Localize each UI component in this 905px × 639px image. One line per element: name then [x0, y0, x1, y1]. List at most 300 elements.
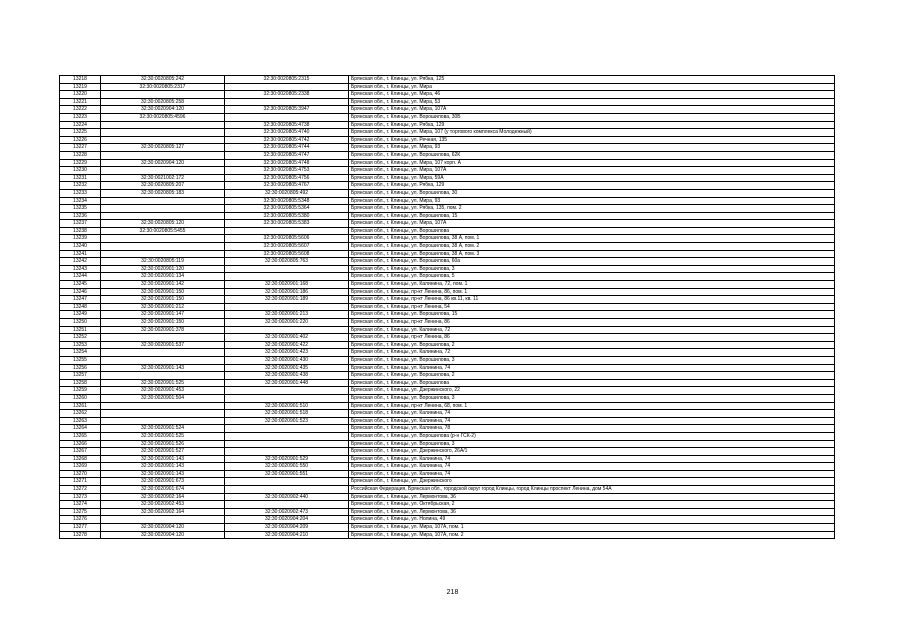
parcel-number-cell	[101, 410, 225, 418]
address-cell: Брянская обл., г. Клинцы, ул. Ворошилова, 38 А, пом. 1	[349, 235, 835, 243]
address-cell: Брянская обл., г. Клинцы, пр-кт Ленина, 86	[349, 319, 835, 327]
address-cell: Брянская обл., г. Клинцы, ул. Ворошилова, 15	[349, 212, 835, 220]
parcel-number-cell: 32:30:0020805:4596	[101, 113, 225, 121]
address-cell: Брянская обл., г. Клинцы, ул. Нолина, 49	[349, 516, 835, 524]
parcel-number-cell: 32:30:0020904:120	[101, 106, 225, 114]
parcel-number-cell	[101, 91, 225, 99]
table-row	[60, 341, 835, 349]
address-cell: Брянская обл., г. Клинцы, ул. Мира, 107А, пом. 2	[349, 531, 835, 539]
address-cell: Брянская обл., г. Клинцы, ул. Ворошилова, 30	[349, 189, 835, 197]
object-number-cell	[225, 486, 349, 494]
object-number-cell	[225, 303, 349, 311]
object-number-cell: 32:30:0020902:473	[225, 508, 349, 516]
table-row	[60, 425, 835, 433]
table-row	[60, 356, 835, 364]
parcel-number-cell: 32:30:0020901:527	[101, 448, 225, 456]
object-number-cell	[225, 265, 349, 273]
row-number-cell: 13224	[60, 121, 101, 129]
row-number-cell: 13261	[60, 402, 101, 410]
page-number: 218	[446, 589, 459, 596]
address-cell: Брянская обл., г. Клинцы, ул. Ворошилова, 38 А, пом. 2	[349, 243, 835, 251]
address-cell: Брянская обл., г. Клинцы, пр-кт Ленина, 54	[349, 303, 835, 311]
object-number-cell: 32:30:0020901:550	[225, 463, 349, 471]
address-cell: Брянская обл., г. Клинцы, ул. Речная, 135	[349, 136, 835, 144]
table-row	[60, 83, 835, 91]
table-row	[60, 281, 835, 289]
table-row	[60, 402, 835, 410]
table-row	[60, 311, 835, 319]
object-number-cell	[225, 394, 349, 402]
parcel-number-cell: 32:30:0020901:143	[101, 364, 225, 372]
row-number-cell: 13220	[60, 91, 101, 99]
row-number-cell: 13245	[60, 281, 101, 289]
row-number-cell: 13243	[60, 265, 101, 273]
parcel-number-cell	[101, 334, 225, 342]
object-number-cell: 32:30:0020805:763	[225, 258, 349, 266]
row-number-cell: 13262	[60, 410, 101, 418]
parcel-number-cell: 32:30:0020901:142	[101, 281, 225, 289]
address-cell: Брянская обл., г. Клинцы, ул. Ворошилова	[349, 379, 835, 387]
row-number-cell: 13275	[60, 508, 101, 516]
address-cell: Брянская обл., г. Клинцы, ул. Ворошилова, 60а	[349, 258, 835, 266]
row-number-cell: 13228	[60, 151, 101, 159]
object-number-cell: 32:30:0020805:5606	[225, 235, 349, 243]
object-number-cell: 32:30:0020805:5607	[225, 243, 349, 251]
table-row	[60, 448, 835, 456]
table-row	[60, 258, 835, 266]
parcel-number-cell	[101, 243, 225, 251]
row-number-cell: 13278	[60, 531, 101, 539]
parcel-number-cell: 32:30:0021002:172	[101, 174, 225, 182]
address-cell: Брянская обл., г. Клинцы, ул. Ворошилова (р-н ГСК-2)	[349, 432, 835, 440]
parcel-number-cell	[101, 205, 225, 213]
row-number-cell: 13256	[60, 364, 101, 372]
address-cell: Брянская обл., г. Клинцы, ул. Ворошилова, 2	[349, 372, 835, 380]
object-number-cell: 32:30:0020805:4744	[225, 144, 349, 152]
object-number-cell: 32:30:0020901:523	[225, 417, 349, 425]
table-row	[60, 326, 835, 334]
table-row	[60, 288, 835, 296]
parcel-number-cell	[101, 402, 225, 410]
row-number-cell: 13251	[60, 326, 101, 334]
parcel-number-cell	[101, 136, 225, 144]
parcel-number-cell: 32:30:0020805:2317	[101, 83, 225, 91]
row-number-cell: 13248	[60, 303, 101, 311]
table-row	[60, 197, 835, 205]
row-number-cell: 13269	[60, 463, 101, 471]
table-row	[60, 220, 835, 228]
row-number-cell: 13277	[60, 524, 101, 532]
object-number-cell: 32:30:0020901:510	[225, 402, 349, 410]
table-row	[60, 493, 835, 501]
row-number-cell: 13236	[60, 212, 101, 220]
object-number-cell: 32:30:0020901:529	[225, 455, 349, 463]
object-number-cell: 32:30:0020805:4740	[225, 129, 349, 137]
address-cell: Брянская обл., г. Клинцы, ул. Мира, 107А	[349, 106, 835, 114]
object-number-cell	[225, 501, 349, 509]
row-number-cell: 13250	[60, 319, 101, 327]
address-cell: Брянская обл., г. Клинцы, ул. Рябка, 125	[349, 76, 835, 84]
table-row	[60, 174, 835, 182]
object-number-cell: 32:30:0020901:423	[225, 349, 349, 357]
object-number-cell: 32:30:0020805:2315	[225, 76, 349, 84]
table-row	[60, 91, 835, 99]
row-number-cell: 13238	[60, 227, 101, 235]
parcel-number-cell: 32:30:0020901:134	[101, 273, 225, 281]
address-cell: Брянская обл., г. Клинцы, ул. Мира	[349, 83, 835, 91]
row-number-cell: 13230	[60, 167, 101, 175]
table-row	[60, 265, 835, 273]
row-number-cell: 13239	[60, 235, 101, 243]
object-number-cell: 32:30:0020805:5380	[225, 212, 349, 220]
table-row	[60, 334, 835, 342]
parcel-number-cell: 32:30:0020901:525	[101, 432, 225, 440]
parcel-number-cell: 32:30:0020901:143	[101, 470, 225, 478]
table-row	[60, 372, 835, 380]
table-row	[60, 151, 835, 159]
address-cell: Брянская обл., г. Клинцы, ул. Мира, 53	[349, 98, 835, 106]
row-number-cell: 13226	[60, 136, 101, 144]
parcel-number-cell	[101, 167, 225, 175]
address-cell: Брянская обл., г. Клинцы, ул. Ворошилова, 15	[349, 311, 835, 319]
object-number-cell	[225, 448, 349, 456]
row-number-cell: 13242	[60, 258, 101, 266]
parcel-number-cell: 32:30:0020901:537	[101, 341, 225, 349]
parcel-number-cell: 32:30:0020904:120	[101, 524, 225, 532]
table-row	[60, 250, 835, 258]
table-row	[60, 144, 835, 152]
parcel-number-cell: 32:30:0020904:120	[101, 159, 225, 167]
row-number-cell: 13263	[60, 417, 101, 425]
table-row	[60, 319, 835, 327]
parcel-number-cell: 32:30:0020901:212	[101, 303, 225, 311]
parcel-number-cell: 32:30:0020901:378	[101, 326, 225, 334]
address-cell: Брянская обл., г. Клинцы, пр-кт Ленина, 86 кв.11, кв. 11	[349, 296, 835, 304]
parcel-number-cell: 32:30:0020805:5455	[101, 227, 225, 235]
table-row	[60, 98, 835, 106]
row-number-cell: 13225	[60, 129, 101, 137]
address-cell: Брянская обл., г. Клинцы, ул. Мира, 107А, пом. 1	[349, 524, 835, 532]
address-cell: Брянская обл., г. Клинцы, ул. Мира, 107 (у торгового комплекса Молодежный)	[349, 129, 835, 137]
table-row	[60, 364, 835, 372]
table-row	[60, 121, 835, 129]
row-number-cell: 13232	[60, 182, 101, 190]
parcel-number-cell: 32:30:0020904:120	[101, 531, 225, 539]
table-row	[60, 212, 835, 220]
row-number-cell: 13272	[60, 486, 101, 494]
row-number-cell: 13240	[60, 243, 101, 251]
table-row	[60, 189, 835, 197]
row-number-cell: 13267	[60, 448, 101, 456]
address-cell: Брянская обл., г. Клинцы, ул. Калинина, 74	[349, 455, 835, 463]
address-cell: Брянская обл., г. Клинцы, ул. Мира, 93	[349, 144, 835, 152]
table-row	[60, 159, 835, 167]
table-row	[60, 387, 835, 395]
table-row	[60, 486, 835, 494]
object-number-cell: 32:30:0020805:4748	[225, 159, 349, 167]
address-cell: Брянская обл., г. Клинцы, ул. Рябка, 135, пом. 2	[349, 205, 835, 213]
address-cell: Брянская обл., г. Клинцы, пр-кт Ленина, 86, пом. 1	[349, 288, 835, 296]
object-number-cell: 32:30:0020904:210	[225, 531, 349, 539]
row-number-cell: 13276	[60, 516, 101, 524]
object-number-cell: 32:30:0020805:5383	[225, 220, 349, 228]
table-row	[60, 455, 835, 463]
table-row	[60, 76, 835, 84]
object-number-cell: 32:30:0020805:4747	[225, 151, 349, 159]
object-number-cell: 32:30:0020901:435	[225, 364, 349, 372]
object-number-cell: 32:30:0020805:4756	[225, 174, 349, 182]
address-cell: Брянская обл., г. Клинцы, ул. Дзержинского	[349, 478, 835, 486]
table-row	[60, 394, 835, 402]
parcel-number-cell	[101, 417, 225, 425]
parcel-number-cell: 32:30:0020902:164	[101, 493, 225, 501]
address-cell: Брянская обл., г. Клинцы, ул. Ворошилова, 3	[349, 394, 835, 402]
object-number-cell: 32:30:0020901:551	[225, 470, 349, 478]
address-cell: Брянская обл., г. Клинцы, ул. Дзержинского, 26А/1	[349, 448, 835, 456]
object-number-cell: 32:30:0020805:4767	[225, 182, 349, 190]
address-cell: Брянская обл., г. Клинцы, ул. Калинина, 78	[349, 425, 835, 433]
address-cell: Брянская обл., г. Клинцы, ул. Октябрьская, 2	[349, 501, 835, 509]
row-number-cell: 13252	[60, 334, 101, 342]
address-cell: Брянская обл., г. Клинцы, ул. Мира, 59А	[349, 174, 835, 182]
object-number-cell	[225, 273, 349, 281]
object-number-cell: 32:30:0020901:518	[225, 410, 349, 418]
table-row	[60, 113, 835, 121]
table-row	[60, 303, 835, 311]
row-number-cell: 13258	[60, 379, 101, 387]
row-number-cell: 13223	[60, 113, 101, 121]
parcel-number-cell: 32:30:0020902:164	[101, 508, 225, 516]
parcel-number-cell	[101, 197, 225, 205]
address-cell: Брянская обл., г. Клинцы, ул. Ворошилова, 3	[349, 265, 835, 273]
row-number-cell: 13219	[60, 83, 101, 91]
table-row	[60, 531, 835, 539]
address-cell: Брянская обл., г. Клинцы, ул. Ворошилова, 5	[349, 273, 835, 281]
row-number-cell: 13274	[60, 501, 101, 509]
address-cell: Брянская обл., г. Клинцы, ул. Ворошилова, 3	[349, 356, 835, 364]
parcel-number-cell	[101, 151, 225, 159]
row-number-cell: 13260	[60, 394, 101, 402]
address-cell: Брянская обл., г. Клинцы, ул. Мира, 107А	[349, 167, 835, 175]
row-number-cell: 13270	[60, 470, 101, 478]
row-number-cell: 13237	[60, 220, 101, 228]
table-row	[60, 463, 835, 471]
object-number-cell	[225, 326, 349, 334]
object-number-cell: 32:30:0020901:430	[225, 356, 349, 364]
object-number-cell: 32:30:0020904:204	[225, 516, 349, 524]
parcel-number-cell: 32:30:0020901:524	[101, 425, 225, 433]
object-number-cell: 32:30:0020901:448	[225, 379, 349, 387]
object-number-cell	[225, 113, 349, 121]
table-row	[60, 516, 835, 524]
object-number-cell: 32:30:0020805:5364	[225, 205, 349, 213]
object-number-cell: 32:30:0020902:440	[225, 493, 349, 501]
table-row	[60, 235, 835, 243]
parcel-number-cell: 32:30:0020902:453	[101, 501, 225, 509]
object-number-cell: 32:30:0020805:4753	[225, 167, 349, 175]
address-cell: Брянская обл., г. Клинцы, ул. Мира, 107А	[349, 220, 835, 228]
parcel-number-cell: 32:30:0020901:150	[101, 319, 225, 327]
row-number-cell: 13227	[60, 144, 101, 152]
parcel-number-cell: 32:30:0020901:150	[101, 296, 225, 304]
object-number-cell: 32:30:0020805:4742	[225, 136, 349, 144]
parcel-number-cell: 32:30:0020805:120	[101, 220, 225, 228]
address-cell: Брянская обл., г. Клинцы, ул. Ворошилова, 30Б	[349, 113, 835, 121]
address-cell: Брянская обл., г. Клинцы, ул. Мира, 46	[349, 91, 835, 99]
row-number-cell: 13221	[60, 98, 101, 106]
table-row	[60, 296, 835, 304]
parcel-number-cell: 32:30:0020901:504	[101, 394, 225, 402]
row-number-cell: 13271	[60, 478, 101, 486]
table-row	[60, 440, 835, 448]
address-cell: Российская Федерация, Брянская обл., городской округ город Клинцы, город Клинцы проспект Ленина, дом 54А	[349, 486, 835, 494]
parcel-number-cell	[101, 212, 225, 220]
address-cell: Брянская обл., г. Клинцы, ул. Калинина, 74	[349, 470, 835, 478]
parcel-number-cell: 32:30:0020901:674	[101, 486, 225, 494]
row-number-cell: 13231	[60, 174, 101, 182]
object-number-cell	[225, 432, 349, 440]
parcel-number-cell: 32:30:0020805:183	[101, 189, 225, 197]
parcel-number-cell: 32:30:0020805:119	[101, 258, 225, 266]
parcel-number-cell: 32:30:0020901:143	[101, 463, 225, 471]
parcel-number-cell	[101, 516, 225, 524]
address-cell: Брянская обл., г. Клинцы, ул. Калинина, 72	[349, 326, 835, 334]
object-number-cell: 32:30:0020805:5608	[225, 250, 349, 258]
address-cell: Брянская обл., г. Клинцы, ул. Лермонтова, 36	[349, 508, 835, 516]
object-number-cell: 32:30:0020901:402	[225, 334, 349, 342]
table-row	[60, 524, 835, 532]
address-cell: Брянская обл., г. Клинцы, ул. Рябка, 129	[349, 121, 835, 129]
object-number-cell	[225, 227, 349, 235]
object-number-cell: 32:30:0020901:186	[225, 288, 349, 296]
address-cell: Брянская обл., г. Клинцы, пр-кт Ленина, 86	[349, 334, 835, 342]
table-row	[60, 432, 835, 440]
row-number-cell: 13268	[60, 455, 101, 463]
table-row	[60, 273, 835, 281]
parcel-number-cell	[101, 121, 225, 129]
row-number-cell: 13241	[60, 250, 101, 258]
row-number-cell: 13235	[60, 205, 101, 213]
object-number-cell: 32:30:0020901:422	[225, 341, 349, 349]
table-row	[60, 167, 835, 175]
object-number-cell: 32:30:0020805:5348	[225, 197, 349, 205]
row-number-cell: 13249	[60, 311, 101, 319]
table-row	[60, 508, 835, 516]
address-cell: Брянская обл., г. Клинцы, ул. Калинина, 74	[349, 410, 835, 418]
object-number-cell: 32:30:0020805:4738	[225, 121, 349, 129]
cadastral-table	[59, 75, 835, 539]
row-number-cell: 13234	[60, 197, 101, 205]
object-number-cell: 32:30:0020901:438	[225, 372, 349, 380]
address-cell: Брянская обл., г. Клинцы, ул. Мира, 93	[349, 197, 835, 205]
parcel-number-cell: 32:30:0020805:258	[101, 98, 225, 106]
parcel-number-cell	[101, 349, 225, 357]
object-number-cell: 32:30:0020805:2338	[225, 91, 349, 99]
parcel-number-cell: 32:30:0020901:526	[101, 440, 225, 448]
table-row	[60, 243, 835, 251]
object-number-cell: 32:30:0020901:189	[225, 296, 349, 304]
address-cell: Брянская обл., г. Клинцы, ул. Рябка, 129	[349, 182, 835, 190]
row-number-cell: 13253	[60, 341, 101, 349]
address-cell: Брянская обл., г. Клинцы, ул. Ворошилова, 62К	[349, 151, 835, 159]
row-number-cell: 13265	[60, 432, 101, 440]
table-row	[60, 129, 835, 137]
parcel-number-cell: 32:30:0020805:242	[101, 76, 225, 84]
object-number-cell: 32:30:0020805:492	[225, 189, 349, 197]
parcel-number-cell	[101, 129, 225, 137]
parcel-number-cell: 32:30:0020901:673	[101, 478, 225, 486]
parcel-number-cell: 32:30:0020901:143	[101, 455, 225, 463]
object-number-cell	[225, 425, 349, 433]
table-row	[60, 410, 835, 418]
parcel-number-cell	[101, 235, 225, 243]
row-number-cell: 13266	[60, 440, 101, 448]
address-cell: Брянская обл., г. Клинцы, ул. Калинина, 72, пом. 1	[349, 281, 835, 289]
row-number-cell: 13246	[60, 288, 101, 296]
address-cell: Брянская обл., г. Клинцы, ул. Ворошилова, 2	[349, 341, 835, 349]
object-number-cell	[225, 478, 349, 486]
table-row	[60, 205, 835, 213]
parcel-number-cell: 32:30:0020901:120	[101, 265, 225, 273]
row-number-cell: 13264	[60, 425, 101, 433]
parcel-number-cell: 32:30:0020805:207	[101, 182, 225, 190]
object-number-cell: 32:30:0020805:3947	[225, 106, 349, 114]
address-cell: Брянская обл., г. Клинцы, ул. Калинина, 74	[349, 364, 835, 372]
address-cell: Брянская обл., г. Клинцы, ул. Ворошилова	[349, 227, 835, 235]
table-row	[60, 501, 835, 509]
row-number-cell: 13259	[60, 387, 101, 395]
row-number-cell: 13273	[60, 493, 101, 501]
object-number-cell: 32:30:0020901:220	[225, 319, 349, 327]
parcel-number-cell: 32:30:0020805:127	[101, 144, 225, 152]
parcel-number-cell: 32:30:0020901:525	[101, 379, 225, 387]
object-number-cell	[225, 440, 349, 448]
object-number-cell	[225, 83, 349, 91]
parcel-number-cell: 32:30:0020901:147	[101, 311, 225, 319]
object-number-cell	[225, 387, 349, 395]
table-row	[60, 470, 835, 478]
table-body	[60, 76, 835, 539]
row-number-cell: 13229	[60, 159, 101, 167]
address-cell: Брянская обл., г. Клинцы, ул. Ворошилова, 3	[349, 440, 835, 448]
address-cell: Брянская обл., г. Клинцы, пр-кт Ленина, 68, пом. 1	[349, 402, 835, 410]
parcel-number-cell	[101, 250, 225, 258]
object-number-cell	[225, 98, 349, 106]
row-number-cell: 13255	[60, 356, 101, 364]
table-row	[60, 478, 835, 486]
address-cell: Брянская обл., г. Клинцы, ул. Мира, 107 корп. А	[349, 159, 835, 167]
address-cell: Брянская обл., г. Клинцы, ул. Лермонтова, 36	[349, 493, 835, 501]
row-number-cell: 13233	[60, 189, 101, 197]
address-cell: Брянская обл., г. Клинцы, ул. Дзержинского, 22	[349, 387, 835, 395]
object-number-cell: 32:30:0020901:168	[225, 281, 349, 289]
parcel-number-cell: 32:30:0020901:150	[101, 288, 225, 296]
address-cell: Брянская обл., г. Клинцы, ул. Калинина, 72	[349, 349, 835, 357]
object-number-cell: 32:30:0020904:209	[225, 524, 349, 532]
table-row	[60, 106, 835, 114]
object-number-cell: 32:30:0020901:213	[225, 311, 349, 319]
row-number-cell: 13218	[60, 76, 101, 84]
row-number-cell: 13244	[60, 273, 101, 281]
table-row	[60, 379, 835, 387]
parcel-number-cell	[101, 356, 225, 364]
row-number-cell: 13257	[60, 372, 101, 380]
row-number-cell: 13222	[60, 106, 101, 114]
parcel-number-cell	[101, 372, 225, 380]
table-row	[60, 349, 835, 357]
table-row	[60, 136, 835, 144]
parcel-number-cell: 32:30:0020901:453	[101, 387, 225, 395]
